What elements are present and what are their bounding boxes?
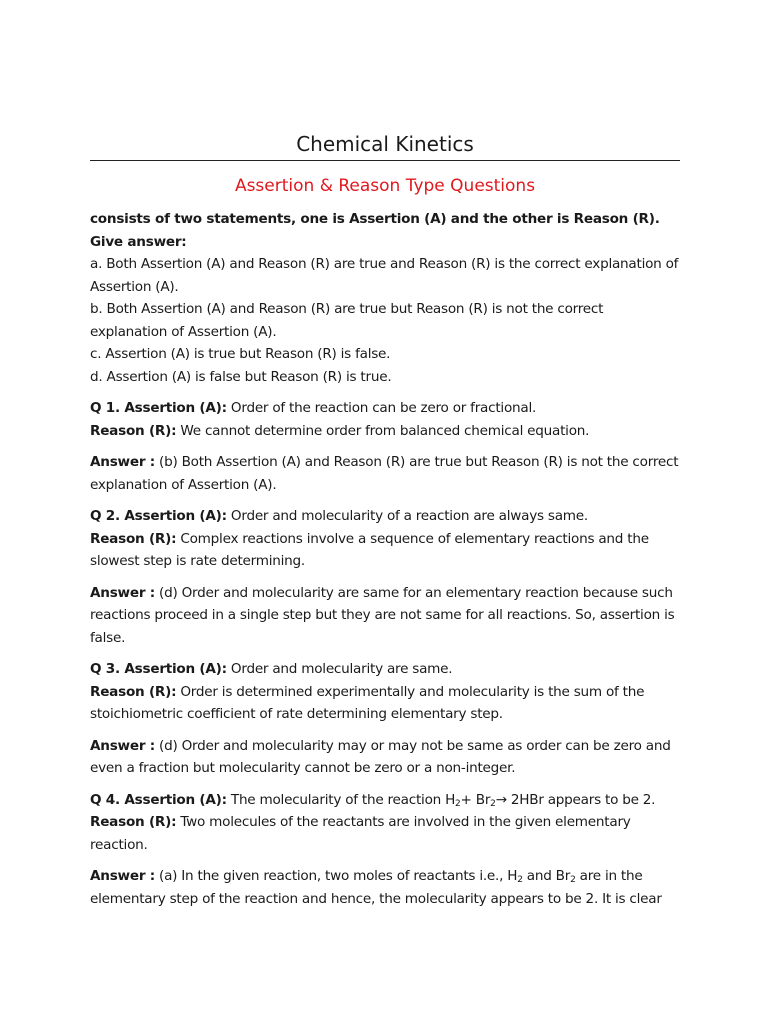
question-2-answer — [90, 582, 680, 650]
reason-text: Two molecules of the reactants are involved in the given elementary reaction. — [90, 814, 631, 853]
answer-text: (d) Order and molecularity may or may not be same as order can be zero and even a fraction but molecularity cannot be zero or a non-integer. — [90, 737, 671, 776]
answer-label: Answer : — [90, 454, 155, 470]
title-divider — [90, 160, 680, 161]
assertion-text — [231, 792, 655, 808]
instructions-intro: consists of two statements, one is Assertion (A) and the other is Reason (R). Give answer: — [90, 211, 660, 250]
reason-label: Reason (R): — [90, 683, 177, 700]
subscript: 2 — [490, 798, 496, 809]
answer-text: (b) Both Assertion (A) and Reason (R) are true but Reason (R) is not the correct explanation of Assertion (A). — [90, 454, 679, 493]
question-3-assertion — [90, 658, 680, 681]
answer-label: Answer : — [90, 584, 155, 601]
subscript: 2 — [455, 798, 461, 809]
question-4-assertion — [90, 789, 680, 812]
reason-text: Order is determined experimentally and molecularity is the sum of the stoichiometric coefficient of rate determining elementary step. — [90, 683, 645, 722]
answer-part: and Br — [522, 868, 571, 884]
reason-label: Reason (R): — [90, 814, 177, 830]
reason-label: Reason (R): — [90, 422, 177, 439]
option-a: a. Both Assertion (A) and Reason (R) are true and Reason (R) is the correct explanation of Assertion (A). — [90, 256, 679, 295]
question-4-reason — [90, 811, 680, 856]
question-label: Q 1. Assertion (A): — [90, 400, 227, 416]
answer-part: (a) In the given reaction, two moles of reactants i.e., H — [159, 868, 518, 884]
question-label: Q 3. Assertion (A): — [90, 661, 227, 677]
question-1-assertion — [90, 397, 680, 420]
answer-label: Answer : — [90, 737, 155, 754]
assertion-text: Order and molecularity are same. — [230, 661, 453, 677]
answer-text — [90, 868, 662, 907]
assertion-part: + Br — [460, 791, 491, 808]
option-c: c. Assertion (A) is true but Reason (R) is false. — [90, 346, 391, 362]
question-label: Q 2. Assertion (A): — [90, 508, 227, 524]
answer-label: Answer : — [90, 868, 155, 884]
option-b: b. Both Assertion (A) and Reason (R) are true but Reason (R) is not the correct explanation of Assertion (A). — [90, 301, 604, 340]
assertion-part: The molecularity of the reaction H — [230, 791, 456, 808]
subscript: 2 — [570, 875, 576, 885]
question-2-assertion — [90, 505, 680, 528]
question-1-reason — [90, 420, 680, 443]
question-4-answer — [90, 865, 680, 910]
assertion-text: Order of the reaction can be zero or fractional. — [230, 400, 537, 416]
section-subtitle: Assertion & Reason Type Questions — [234, 176, 536, 196]
reason-label: Reason (R): — [90, 530, 177, 547]
subscript: 2 — [517, 875, 523, 885]
page-title: Chemical Kinetics — [296, 132, 474, 156]
reason-text: We cannot determine order from balanced chemical equation. — [180, 422, 590, 439]
reason-text: Complex reactions involve a sequence of elementary reactions and the slowest step is rate determining. — [90, 530, 649, 569]
answer-text: (d) Order and molecularity are same for an elementary reaction because such reactions proceed in a single step but they are not same for all reactions. So, assertion is false. — [90, 584, 675, 646]
question-1-answer — [90, 451, 680, 496]
question-2-reason — [90, 528, 680, 573]
answer-part: are in the elementary step of the reaction and hence, the molecularity appears to be 2. It is clear — [90, 868, 662, 907]
question-3-reason — [90, 681, 680, 726]
assertion-part: → 2HBr appears to be 2. — [495, 791, 656, 808]
question-3-answer — [90, 735, 680, 780]
document-body — [90, 208, 680, 910]
question-label: Q 4. Assertion (A): — [90, 791, 227, 808]
assertion-text: Order and molecularity of a reaction are always same. — [230, 508, 588, 524]
option-d: d. Assertion (A) is false but Reason (R) is true. — [90, 368, 392, 385]
